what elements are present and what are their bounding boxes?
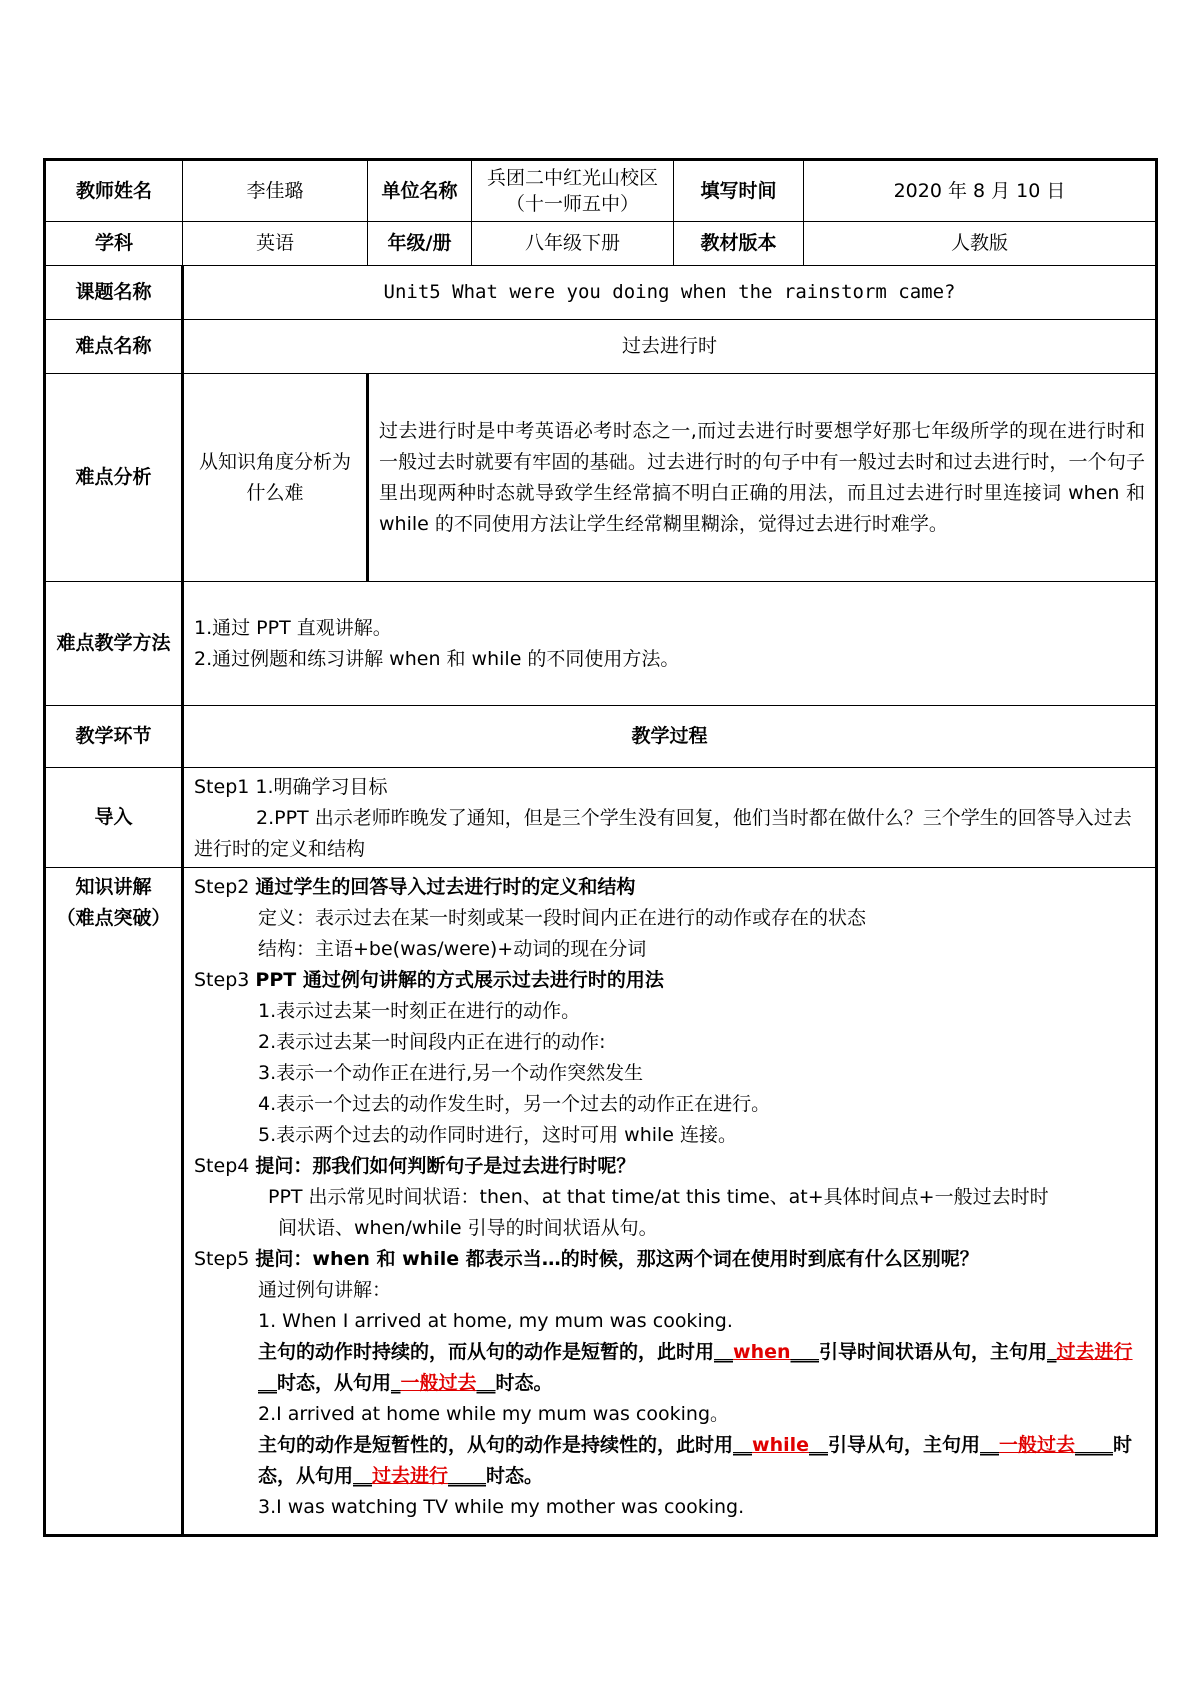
intro-row [45,768,1157,868]
rule-blank-answer: 一般过去 [400,1372,477,1394]
unit-label: 单位名称 [368,160,472,222]
step5-prefix: Step5 [194,1248,256,1270]
rule-text: 引导从句，主句用 [828,1434,981,1456]
rule-blank-answer: when [733,1341,791,1363]
lesson-plan-table [43,158,1158,1537]
step3-prefix: Step3 [194,969,256,991]
date-label: 填写时间 [674,160,804,222]
rule-text: 时态，从句用 [277,1372,392,1394]
step3-item: 4.表示一个过去的动作发生时，另一个过去的动作正在进行。 [258,1093,771,1115]
step2-definition: 定义：表示过去在某一时刻或某一段时间内正在进行的动作或存在的状态 [258,907,867,929]
step4-heading [194,1151,1147,1182]
process-header-row [45,706,1157,768]
date-value: 2020 年 8 月 10 日 [804,160,1157,222]
step4-title: 提问：那我们如何判断句子是过去进行时呢？ [255,1155,636,1177]
step3-title: PPT 通过例句讲解的方式展示过去进行时的用法 [255,969,664,991]
step5-heading [194,1244,1147,1275]
rule-text: 主句的动作是短暂性的，从句的动作是持续性的，此时用 [258,1434,734,1456]
analysis-row [45,374,1157,582]
header-row-1 [45,160,1157,222]
process-header-value: 教学过程 [183,706,1157,768]
example-3: 3.I was watching TV while my mother was cooking. [258,1496,745,1518]
analysis-sub-label-line2: 什么难 [246,481,304,504]
step3-item: 3.表示一个动作正在进行,另一个动作突然发生 [258,1062,644,1084]
unit-name-line2: （十一师五中） [505,193,639,215]
analysis-sub-label-line1: 从知识角度分析为 [198,450,351,473]
step5-intro: 通过例句讲解： [258,1279,392,1301]
methods-label: 难点教学方法 [45,582,183,706]
edition-value: 人教版 [804,222,1157,266]
knowledge-row [45,868,1157,1536]
methods-line-2: 2.通过例题和练习讲解 when 和 while 的不同使用方法。 [194,647,680,670]
grade-label: 年级/册 [368,222,472,266]
step4-line-2: 间状语、when/while 引导的时间状语从句。 [278,1217,658,1239]
unit-name [472,160,674,222]
header-row-2 [45,222,1157,266]
topic-value: Unit5 What were you doing when the rainstorm came? [183,266,1157,320]
rule-blank-answer: 过去进行 [1056,1341,1133,1363]
step2-prefix: Step2 [194,876,256,898]
example-1: 1. When I arrived at home, my mum was cooking. [258,1310,733,1332]
analysis-text: 过去进行时是中考英语必考时态之一,而过去进行时要想学好那七年级所学的现在进行时和一般过去时就要有牢固的基础。过去进行时的句子中有一般过去时和过去进行时，一个句子里出现两种时态就导致学生经常搞不明白正确的用法，而且过去进行时里连接词 when 和 while 的不同使用方法让学生经常糊里糊涂，觉得过去进行时难学。 [368,374,1157,582]
step3-item: 5.表示两个过去的动作同时进行，这时可用 while 连接。 [258,1124,738,1146]
lesson-plan-document [43,158,1155,1537]
topic-row [45,266,1157,320]
intro-line-2: 2.PPT 出示老师昨晚发了通知，但是三个学生没有回复，他们当时都在做什么？三个学生的回答导入过去进行时的定义和结构 [194,807,1132,860]
rule-text: 引导时间状语从句，主句用 [819,1341,1048,1363]
example-2: 2.I arrived at home while my mum was cooking。 [258,1403,730,1425]
difficulty-label: 难点名称 [45,320,183,374]
grade-value: 八年级下册 [472,222,674,266]
step4-prefix: Step4 [194,1155,256,1177]
rule-text: 时态。 [486,1465,544,1487]
step2-title: 通过学生的回答导入过去进行时的定义和结构 [255,876,636,898]
subject-value: 英语 [183,222,368,266]
subject-label: 学科 [45,222,183,266]
rule-text: 时态。 [495,1372,553,1394]
edition-label: 教材版本 [674,222,804,266]
knowledge-label [45,868,183,1536]
rule-blank-answer: while [752,1434,810,1456]
teacher-name: 李佳璐 [183,160,368,222]
analysis-sub-label [183,374,368,582]
unit-name-line1: 兵团二中红光山校区 [486,167,658,189]
step3-heading [194,965,1147,996]
step4-line-1: PPT 出示常见时间状语：then、at that time/at this time、at+具体时间点+一般过去时时 [268,1186,1049,1208]
methods-row [45,582,1157,706]
teacher-label: 教师姓名 [45,160,183,222]
rule-blank-answer: 过去进行 [372,1465,449,1487]
analysis-label: 难点分析 [45,374,183,582]
methods-content [183,582,1157,706]
process-header-label: 教学环节 [45,706,183,768]
rule-blank-answer: 一般过去 [999,1434,1076,1456]
difficulty-value: 过去进行时 [183,320,1157,374]
intro-line-1: Step1 1.明确学习目标 [194,776,388,798]
rule-text: 时态，从句用 [258,1434,1133,1487]
step2-heading [194,872,1147,903]
difficulty-row [45,320,1157,374]
example-1-rule: 主句的动作时持续的，而从句的动作是短暂的，此时用__when___引导时间状语从句，主句用_过去进行__时态，从句用_一般过去__时态。 [258,1341,1133,1394]
knowledge-content [183,868,1157,1536]
intro-content [183,768,1157,868]
methods-line-1: 1.通过 PPT 直观讲解。 [194,616,392,639]
example-2-rule: 主句的动作是短暂性的，从句的动作是持续性的，此时用__while__引导从句，主句用__一般过去____时态，从句用__过去进行____时态。 [258,1434,1133,1487]
rule-text: 主句的动作时持续的，而从句的动作是短暂的，此时用 [258,1341,715,1363]
topic-label: 课题名称 [45,266,183,320]
step5-title: 提问：when 和 while 都表示当…的时候，那这两个词在使用时到底有什么区别呢？ [255,1248,979,1270]
step3-item: 2.表示过去某一时间段内正在进行的动作: [258,1031,606,1053]
step3-item: 1.表示过去某一时刻正在进行的动作。 [258,1000,581,1022]
knowledge-label-line2: （难点突破） [56,907,171,929]
step2-structure: 结构：主语+be(was/were)+动词的现在分词 [258,938,647,960]
intro-label: 导入 [45,768,183,868]
knowledge-label-line1: 知识讲解 [75,876,152,898]
